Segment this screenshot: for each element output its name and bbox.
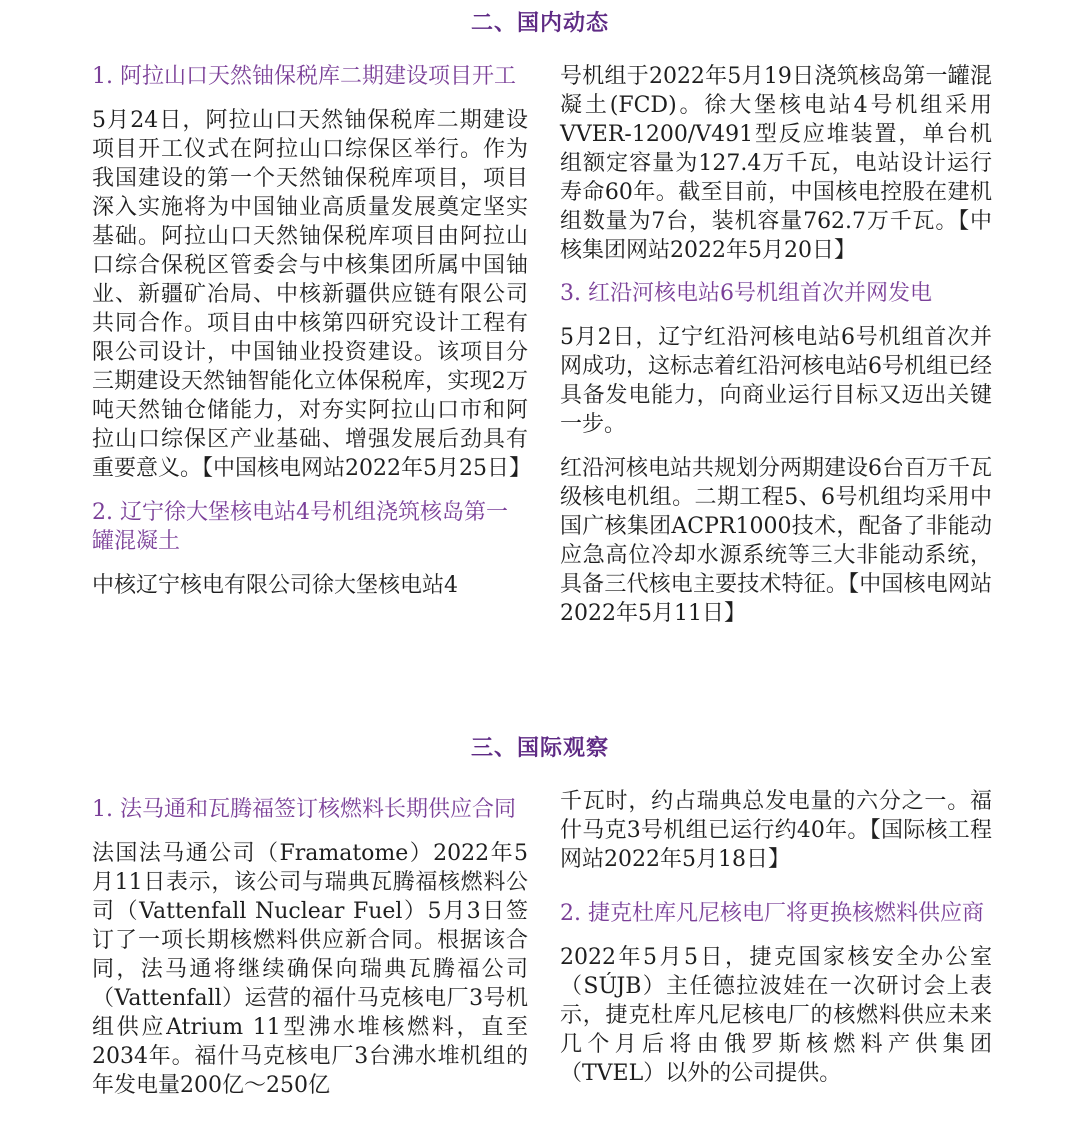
international-item1-body-cont: 千瓦时，约占瑞典总发电量的六分之一。福什马克3号机组已运行约40年。【国际核工程网站2022年5月18日】 xyxy=(560,789,992,872)
international-item1-title: 1. 法马通和瓦腾福签订核燃料长期供应合同 xyxy=(92,797,516,822)
domestic-section-title: 二、国内动态 xyxy=(470,11,609,36)
international-right-column xyxy=(560,787,992,1088)
domestic-item3-title: 3. 红沿河核电站6号机组首次并网发电 xyxy=(560,281,932,306)
domestic-left-column xyxy=(92,62,531,600)
domestic-item1-title: 1. 阿拉山口天然铀保税库二期建设项目开工 xyxy=(92,64,516,89)
domestic-item3-body2: 红沿河核电站共规划分两期建设6台百万千瓦级核电机组。二期工程5、6号机组均采用中国广核集团ACPR1000技术，配备了非能动应急高位冷却水源系统等三大非能动系统，具备三代核电主要技术特征。【中国核电网站2022年5月11日】 xyxy=(560,456,992,626)
domestic-item2-body-start: 中核辽宁核电有限公司徐大堡核电站4 xyxy=(92,573,458,598)
international-section-title: 三、国际观察 xyxy=(470,736,609,761)
domestic-item2-title: 2. 辽宁徐大堡核电站4号机组浇筑核岛第一罐混凝土 xyxy=(92,500,508,554)
international-item1-body-start: 法国法马通公司（Framatome）2022年5月11日表示，该公司与瑞典瓦腾福核燃料公司（Vattenfall Nuclear Fuel）5月3日签订了一项长期核燃料供应新合同。根据该合同，法马通将继续确保向瑞典瓦腾福公司（Vattenfall）运营的福什马克核电厂3号机组供应Atrium 11型沸水堆核燃料，直至2034年。福什马克核电厂3台沸水堆机组的年发电量200亿～250亿 xyxy=(92,841,528,1098)
international-item2-title: 2. 捷克杜库凡尼核电厂将更换核燃料供应商 xyxy=(560,901,984,926)
domestic-right-column xyxy=(560,62,992,628)
domestic-item2-body-cont: 号机组于2022年5月19日浇筑核岛第一罐混凝土(FCD)。徐大堡核电站4号机组采用VVER-1200/V491型反应堆装置，单台机组额定容量为127.4万千瓦，电站设计运行寿命60年。截至目前，中国核电控股在建机组数量为7台，装机容量762.7万千瓦。【中核集团网站2022年5月20日】 xyxy=(560,64,992,263)
domestic-item3-body1: 5月2日，辽宁红沿河核电站6号机组首次并网成功，这标志着红沿河核电站6号机组已经具备发电能力，向商业运行目标又迈出关键一步。 xyxy=(560,325,992,437)
international-left-column xyxy=(92,795,528,1100)
international-item2-body: 2022年5月5日，捷克国家核安全办公室（SÚJB）主任德拉波娃在一次研讨会上表示，捷克杜库凡尼核电厂的核燃料供应未来几个月后将由俄罗斯核燃料产供集团（TVEL）以外的公司提供。 xyxy=(560,945,992,1086)
domestic-item1-body: 5月24日，阿拉山口天然铀保税库二期建设项目开工仪式在阿拉山口综保区举行。作为我国建设的第一个天然铀保税库项目，项目深入实施将为中国铀业高质量发展奠定坚实基础。阿拉山口天然铀保税库项目由阿拉山口综合保税区管委会与中核集团所属中国铀业、新疆矿冶局、中核新疆供应链有限公司共同合作。项目由中核第四研究设计工程有限公司设计，中国铀业投资建设。该项目分三期建设天然铀智能化立体保税库，实现2万吨天然铀仓储能力，对夯实阿拉山口市和阿拉山口综保区产业基础、增强发展后劲具有重要意义。【中国核电网站2022年5月25日】 xyxy=(92,108,531,481)
